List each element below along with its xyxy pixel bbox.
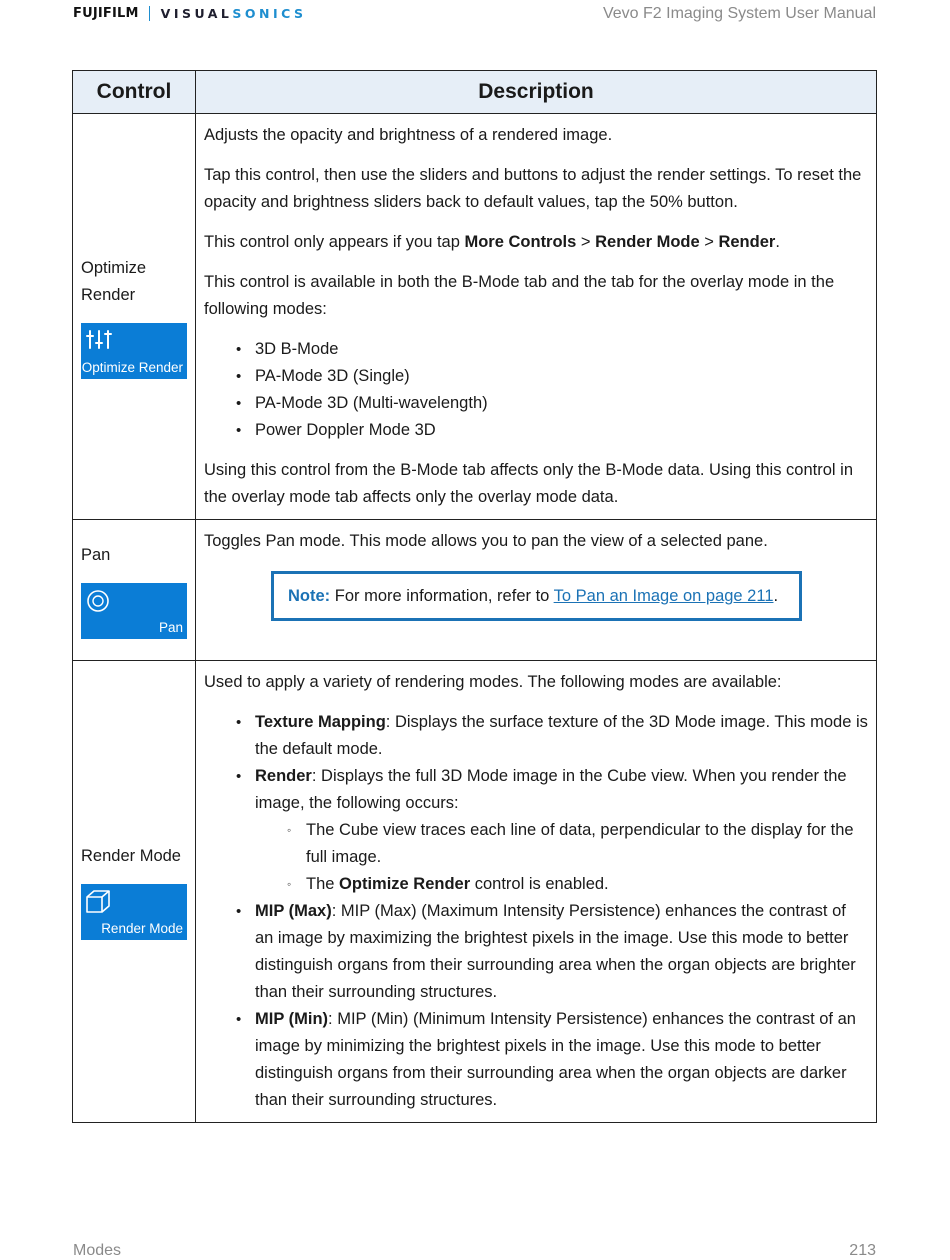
note-box: Note: For more information, refer to To Pan an Image on page 211. (271, 571, 802, 621)
list-item: • 3D B-Mode (236, 336, 868, 363)
column-header-description: Description (196, 71, 877, 114)
description-cell-render-mode (196, 661, 877, 1123)
modes-list (204, 336, 868, 444)
control-cell-render-mode (73, 661, 196, 1123)
paragraph: This control only appears if you tap More Controls > Render Mode > Render. (204, 233, 780, 251)
fujifilm-visualsonics-logo (73, 4, 307, 22)
paragraph: Used to apply a variety of rendering modes. The following modes are available: (204, 673, 782, 691)
render-mode-button[interactable] (81, 884, 187, 940)
list-item: • Texture Mapping: Displays the surface texture of the 3D Mode image. This mode is the default mode. (236, 709, 868, 763)
logo-sonics-text: SONICS (232, 5, 307, 21)
control-label-optimize-render: Optimize Render (81, 258, 147, 304)
manual-title: Vevo F2 Imaging System User Manual (602, 5, 876, 22)
logo-divider (149, 6, 150, 21)
pan-button[interactable] (81, 583, 187, 639)
logo-visual-text: VISUAL (160, 5, 233, 21)
logo-fujifilm-text: FUJIFILM (73, 5, 139, 21)
paragraph: This control is available in both the B-Mode tab and the tab for the overlay mode in the following modes: (204, 273, 835, 318)
control-cell-pan (73, 520, 196, 661)
note-text: For more information, refer to (330, 587, 554, 605)
list-item: • Power Doppler Mode 3D (236, 417, 868, 444)
optimize-render-button[interactable] (81, 323, 187, 379)
pan-image-link[interactable]: To Pan an Image on page 211 (553, 587, 774, 605)
paragraph: Toggles Pan mode. This mode allows you to pan the view of a selected pane. (204, 532, 768, 550)
control-label-pan: Pan (81, 545, 111, 564)
table-row (73, 661, 877, 1123)
paragraph: Adjusts the opacity and brightness of a rendered image. (204, 126, 613, 144)
sub-list-item: ◦ The Cube view traces each line of data, perpendicular to the display for the full image. (287, 817, 868, 871)
render-modes-list (204, 709, 868, 1114)
sub-list-item: ◦ The Optimize Render control is enabled. (287, 871, 868, 898)
paragraph: Using this control from the B-Mode tab affects only the B-Mode data. Using this control in the overlay mode tab affects only the overlay mode data. (204, 461, 854, 506)
table-row (73, 520, 877, 661)
table-row (73, 114, 877, 520)
list-item: • Render: Displays the full 3D Mode image in the Cube view. When you render the image, the following occurs: ◦ The Cube view traces each line of data, perpendicular to the display for the full image. ◦ The Optimize Render control is enabled. (236, 763, 868, 898)
optimize-render-button-label: Optimize Render (81, 359, 183, 375)
control-cell-optimize-render (73, 114, 196, 520)
control-label-render-mode: Render Mode (81, 847, 181, 865)
render-sub-list (255, 817, 868, 898)
footer-section-name: Modes (73, 1242, 122, 1259)
footer-page-number: 213 (849, 1242, 876, 1259)
table-header-row (73, 71, 877, 114)
controls-table (72, 70, 877, 1123)
list-item: • MIP (Max): MIP (Max) (Maximum Intensity Persistence) enhances the contrast of an image by maximizing the brightest pixels in the image. Use this mode to better distinguish organs from their surrounding area when the organ objects are brighter than their surrounding structures. (236, 898, 868, 1006)
cube-icon (85, 889, 113, 915)
column-header-control: Control (73, 71, 196, 114)
paragraph: Tap this control, then use the sliders and buttons to adjust the render settings. To reset the opacity and brightness sliders back to default values, tap the 50% button. (204, 166, 862, 211)
description-cell-pan (196, 520, 877, 661)
description-cell-optimize-render (196, 114, 877, 520)
list-item: • MIP (Min): MIP (Min) (Minimum Intensity Persistence) enhances the contrast of an image by minimizing the brightest pixels in the image. Use this mode to better distinguish organs from their surrounding area when the organ objects are darker than their surrounding structures. (236, 1006, 868, 1114)
list-item: • PA-Mode 3D (Multi-wavelength) (236, 390, 868, 417)
note-label: Note: (288, 587, 331, 605)
render-mode-button-label: Render Mode (101, 921, 183, 936)
pan-circle-icon (85, 588, 111, 614)
sliders-icon (85, 328, 113, 352)
list-item: • PA-Mode 3D (Single) (236, 363, 868, 390)
pan-button-label: Pan (158, 619, 183, 635)
